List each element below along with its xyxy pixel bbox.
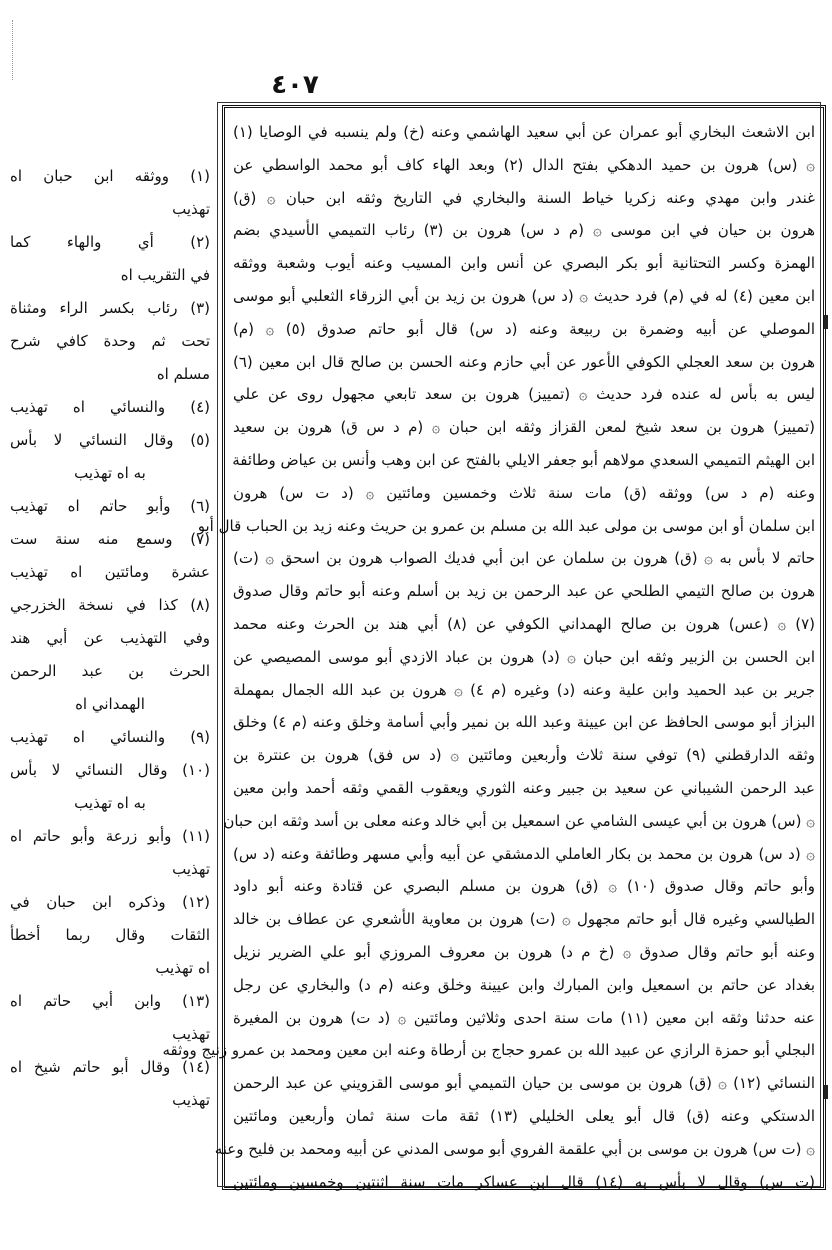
text-line: ابن معين (٤) له في (م) فرد حديث ۞ (د س) هرون بن زيد بن أبي الزرقاء الثعلبي أبو موسى xyxy=(233,286,815,305)
note-line: الحرث بن عبد الرحمن xyxy=(10,662,210,680)
text-line: عنه حدثنا وثقه ابن معين (١١) مات سنة احدى وثلاثين ومائتين ۞ (د ت) هرون بن المغيرة xyxy=(233,1008,816,1027)
note-line: (١٢) وذكره ابن حبان في xyxy=(10,893,210,911)
text-line: ليس به بأس له عنده فرد حديث ۞ (تمييز) هرون بن سعد تابعي مجهول روى عن علي xyxy=(233,385,815,404)
text-line: ابن الاشعث البخاري أبو عمران عن أبي سعيد الهاشمي وعنه (خ) ولم ينسبه في الوصايا (١) xyxy=(233,123,815,141)
note-line: تهذيب xyxy=(172,200,210,218)
note-line: تهذيب xyxy=(172,1025,210,1043)
note-line: تهذيب xyxy=(172,860,210,878)
text-line: الدستكي وعنه (ق) قال أبو يعلى الخليلي (١٣) ثقة مات سنة ثمان وأربعين ومائتين xyxy=(233,1106,815,1125)
text-line: ۞ (س) هرون بن حميد الدهكي بفتح الدال (٢) وبعد الهاء كاف أبو محمد الواسطي عن xyxy=(233,155,816,174)
note-line: (٢) أي والهاء كما xyxy=(10,233,210,251)
note-line: به اه تهذيب xyxy=(74,794,146,812)
note-line: الهمداني اه xyxy=(75,695,145,713)
note-line: الثقات وقال ربما أخطأ xyxy=(10,926,210,944)
note-line: (١) ووثقه ابن حبان اه xyxy=(10,167,210,185)
margin-dots xyxy=(12,20,19,80)
text-line: غندر وابن مهدي وعنه زكريا خياط السنة والبخاري في التاريخ وثقه ابن حبان ۞ (ق) xyxy=(233,188,815,207)
text-line: البجلي أبو حمزة الرازي عن عبيد الله بن عمرو حجاج بن أرطاة وعنه ابن معين ومحمد بن عمرو زنيج ووثقه xyxy=(162,1041,815,1060)
text-line: وثقه الدارقطني (٩) توفي سنة ثلاث وأربعين ومائتين ۞ (د س فق) هرون بن عنترة بن xyxy=(233,746,815,765)
text-line: وأبو حاتم وقال صدوق (١٠) ۞ (ق) هرون بن مسلم البصري عن قتادة وعنه أبو داود xyxy=(233,877,815,896)
text-line: الطيالسي وغيره قال أبو حاتم مجهول ۞ (ت) هرون بن معاوية الأشعري عن عطاف بن خالد xyxy=(233,910,815,929)
scan-edge-mark xyxy=(824,315,828,329)
note-line: في التقريب اه xyxy=(120,266,210,284)
note-line: عشرة ومائتين اه تهذيب xyxy=(10,563,210,581)
note-line: اه تهذيب xyxy=(155,959,210,977)
note-line: مسلم اه xyxy=(156,365,210,383)
note-line: (٨) كذا في نسخة الخزرجي xyxy=(10,596,210,614)
scan-edge-mark xyxy=(824,1085,828,1099)
note-line: (٤) والنسائي اه تهذيب xyxy=(10,398,210,416)
note-line: (١٤) وقال أبو حاتم شيخ اه xyxy=(10,1058,210,1076)
note-line: تهذيب xyxy=(172,1091,210,1109)
text-line: (تمييز) هرون بن سعد شيخ لمعن القزاز وثقه ابن حبان ۞ (م د س ق) هرون بن سعيد xyxy=(233,418,815,437)
text-line: بغداد عن حاتم بن اسمعيل وابن المبارك وابن عيينة وخلق وعنه (م د) والبخاري عن رجل xyxy=(233,975,815,994)
text-line: ۞ (ت س) هرون بن موسى بن أبي علقمة الفروي أبو موسى المدني عن أبيه ومحمد بن فليح وعنه xyxy=(214,1139,815,1158)
text-line: حاتم لا بأس به ۞ (ق) هرون بن سلمان عن ابن أبي فديك الصواب هرون بن اسحق ۞ (ت) xyxy=(233,549,815,568)
text-line: (٧) ۞ (عس) هرون بن صالح الهمداني الكوفي عن (٨) أبي هند بن الحرث وعنه محمد xyxy=(233,614,815,633)
text-line: جرير بن عبد الحميد وابن علية وعنه (د) وغيره (م ٤) ۞ هرون بن عبد الله الجمال بمهملة xyxy=(233,680,816,699)
text-line: ابن الحسن بن الزبير وثقه ابن حبان ۞ (د) هرون بن عباد الازدي أبو موسى المصيصي عن xyxy=(233,647,815,666)
text-line: هرون بن حيان في ابن موسى ۞ (م د س) هرون بن (٣) رئاب التميمي الأسيدي بضم xyxy=(233,221,816,240)
note-line: (٥) وقال النسائي لا بأس xyxy=(10,431,210,449)
text-line: الموصلي عن أبيه وضمرة بن ربيعة وعنه (د س) قال أبو حاتم صدوق (٥) ۞ (م) xyxy=(233,319,815,338)
text-line: هرون بن صالح التيمي الطلحي عن عبد الرحمن بن زيد بن أسلم وعنه أبو حاتم وقال صدوق xyxy=(233,582,815,601)
note-line: به اه تهذيب xyxy=(74,464,146,482)
text-line: البزاز أبو موسى الحافظ عن ابن عيينة وعبد الله بن نمير وأبي أسامة وخلق وعنه (م ٤) وخلق xyxy=(233,713,815,732)
text-line: وعنه أبو حاتم وقال صدوق ۞ (خ م د) هرون بن معروف المروزي أبو علي الضرير نزيل xyxy=(233,942,815,961)
text-line: ابن الهيثم التميمي السعدي مولاهم أبو جعفر الايلي بالفتح عن ابن وهب وأنس بن عياض وطائفة xyxy=(232,450,815,469)
text-line: ۞ (س) هرون بن أبي عيسى الشامي عن اسمعيل بن أبي خالد وعنه معلى بن أسد وثقه ابن حبان xyxy=(223,811,815,830)
text-line: الهمزة وكسر التحتانية أبو بكر البصري عن أنس وابن المسيب وعنه أيوب وشعبة ووثقه xyxy=(233,254,815,273)
marginal-notes xyxy=(10,160,210,1117)
note-line: (٦) وأبو حاتم اه تهذيب xyxy=(10,497,210,515)
note-line: (١١) وأبو زرعة وأبو حاتم اه xyxy=(10,827,210,845)
note-line: وفي التهذيب عن أبي هند xyxy=(10,629,210,647)
text-line: النسائي (١٢) ۞ (ق) هرون بن موسى بن حيان التميمي أبو موسى القزويني عن عبد الرحمن xyxy=(233,1074,815,1093)
note-line: (٣) رئاب بكسر الراء ومثناة xyxy=(10,299,210,317)
text-line: ابن سلمان أو ابن موسى بن مولى عبد الله بن مسلم بن عمرو بن حريث وعنه زيد بن الحباب قال أبو xyxy=(197,516,815,535)
text-line: (ت س) وقال لا بأس به (١٤) قال ابن عساكر مات سنة اثنتين وخمسين ومائتين xyxy=(233,1172,815,1191)
note-line: (٩) والنسائي اه تهذيب xyxy=(10,728,210,746)
text-line: وعنه (م د س) ووثقه (ق) مات سنة ثلاث وخمسين ومائتين ۞ (د ت س) هرون xyxy=(233,483,815,502)
note-line: (١٠) وقال النسائي لا بأس xyxy=(10,761,210,779)
page-number: ٤٠٧ xyxy=(271,70,319,100)
note-line: (١٣) وابن أبي حاتم اه xyxy=(10,992,210,1010)
text-line: ۞ (د س) هرون بن محمد بن بكار العاملي الدمشقي عن أبيه وأبي مسهر وطائفة وعنه (د س) xyxy=(233,844,815,863)
note-line: تحت ثم وحدة كافي شرح xyxy=(10,332,210,350)
text-line: هرون بن سعد العجلي الكوفي الأعور عن أبي حازم وعنه الحسن بن صالح قال ابن معين (٦) xyxy=(233,352,815,371)
note-line: (٧) وسمع منه سنة ست xyxy=(10,530,210,548)
text-line: عبد الرحمن الشيباني عن سعيد بن جبير وعنه الثوري ويعقوب القمي وثقه أحمد وابن معين xyxy=(233,778,815,797)
